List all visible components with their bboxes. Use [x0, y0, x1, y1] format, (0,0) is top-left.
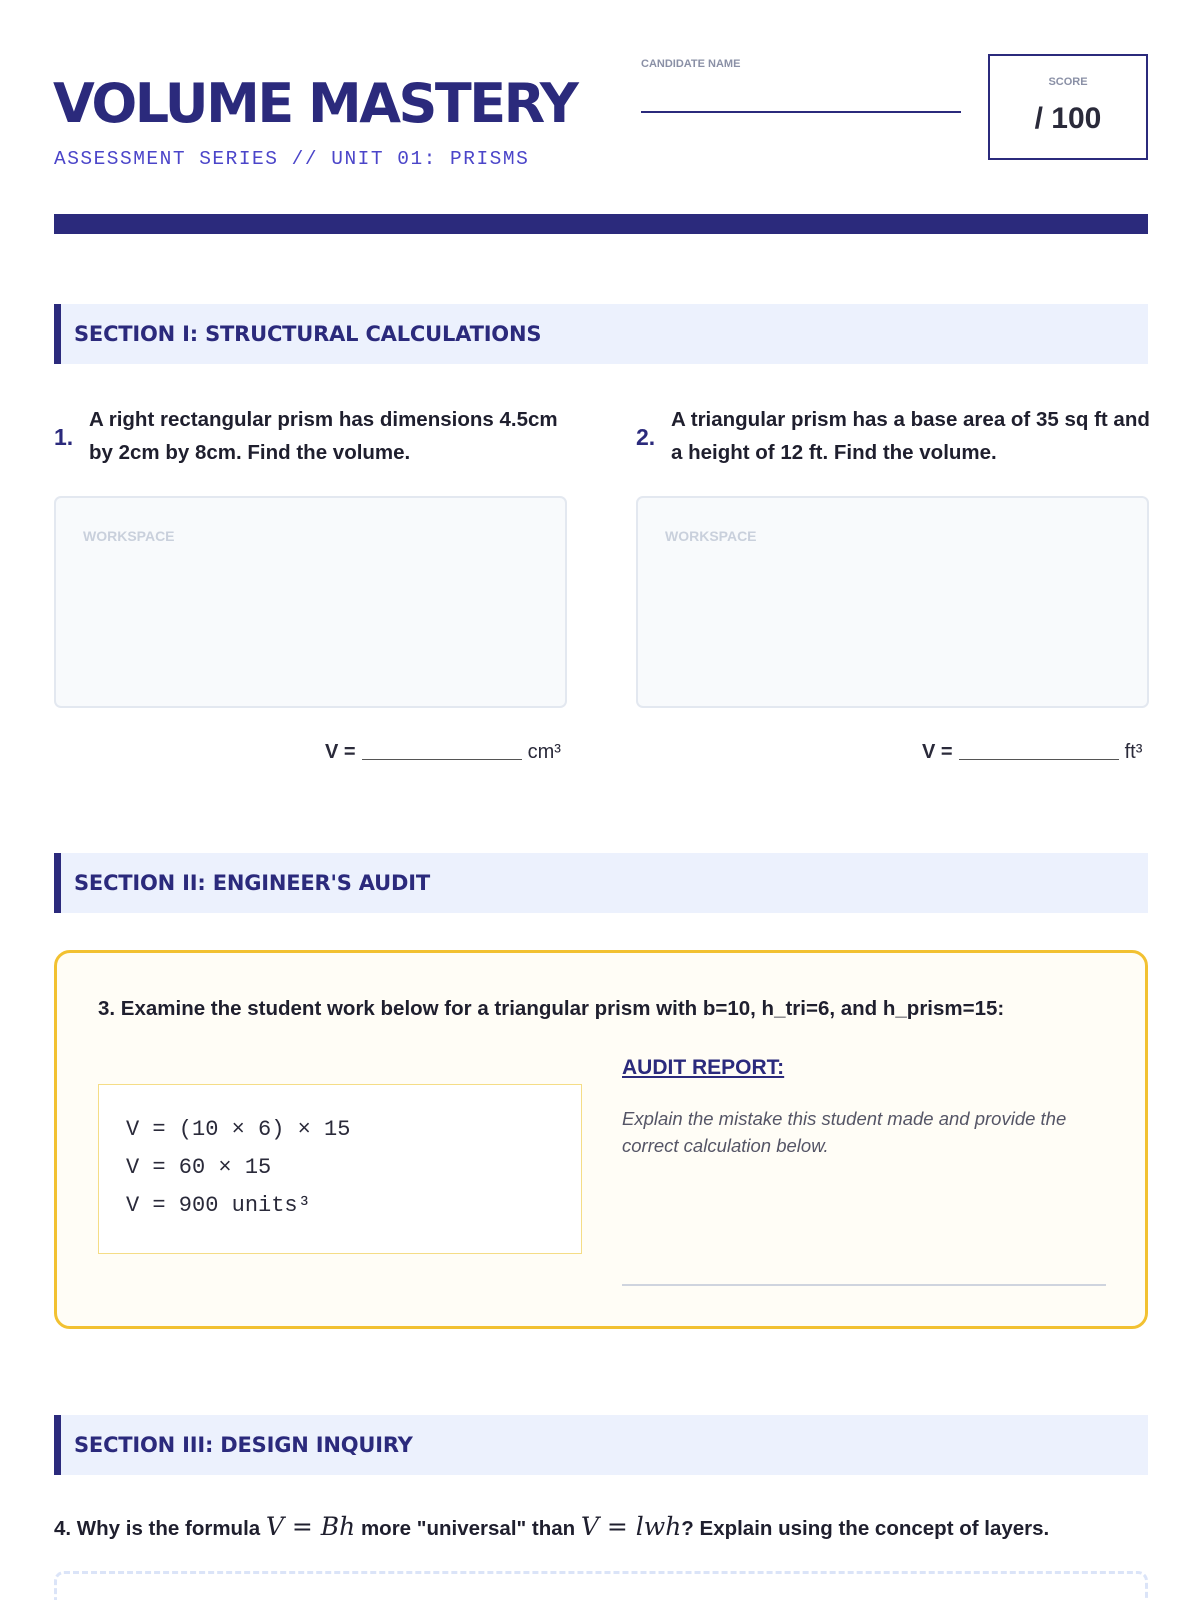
question-4-text [54, 1512, 1049, 1541]
answer-unit: cm³ [527, 741, 561, 763]
student-work-line: V = 60 × 15 [126, 1155, 272, 1180]
score-value: / 100 [1034, 102, 1102, 135]
question-1-workspace[interactable] [54, 496, 567, 708]
audit-report-title: AUDIT REPORT: [622, 1056, 785, 1079]
question-1-number: 1. [54, 424, 74, 450]
page-subtitle: ASSESSMENT SERIES // UNIT 01: PRISMS [54, 148, 530, 170]
formula-bh: V = Bh [265, 1512, 356, 1541]
question-4-middle: more "universal" than [360, 1517, 576, 1540]
section-title-3: SECTION III: DESIGN INQUIRY [74, 1433, 413, 1457]
section-header-1 [54, 304, 1148, 364]
score-box [988, 54, 1148, 160]
header-divider-bar [54, 214, 1148, 234]
question-2-text: A triangular prism has a base area of 35 sq ft and a height of 12 ft. Find the volume. [671, 408, 1150, 464]
student-work-line: V = 900 units³ [126, 1193, 311, 1218]
score-label: SCORE [1048, 76, 1088, 88]
question-1-text: A right rectangular prism has dimensions 4.5cm by 2cm by 8cm. Find the volume. [89, 408, 558, 464]
workspace-label: WORKSPACE [665, 528, 757, 544]
question-2-answer [922, 741, 1142, 764]
candidate-name-label: CANDIDATE NAME [641, 58, 741, 70]
page-title: VOLUME MASTERY [53, 72, 577, 135]
question-1-answer-field[interactable] [362, 759, 522, 760]
section-header-2 [54, 853, 1148, 913]
student-work-line: V = (10 × 6) × 15 [126, 1117, 351, 1142]
section-title-1: SECTION I: STRUCTURAL CALCULATIONS [74, 322, 542, 346]
audit-report-answer-field[interactable] [622, 1284, 1106, 1286]
workspace-label: WORKSPACE [83, 528, 175, 544]
section-header-3 [54, 1415, 1148, 1475]
question-4-answer-area[interactable] [54, 1571, 1148, 1600]
question-4-suffix: ? Explain using the concept of layers. [681, 1517, 1050, 1540]
question-3-text: 3. Examine the student work below for a triangular prism with b=10, h_tri=6, and h_prism=15: [98, 997, 1005, 1020]
question-2-answer-field[interactable] [959, 759, 1119, 760]
answer-label: V = [922, 741, 953, 763]
question-1-answer [325, 741, 561, 764]
candidate-name-field[interactable] [641, 111, 961, 113]
section-title-2: SECTION II: ENGINEER'S AUDIT [74, 871, 430, 895]
audit-report-instructions: Explain the mistake this student made and provide the correct calculation below. [622, 1108, 1067, 1156]
student-work-box [98, 1084, 582, 1254]
formula-lwh: V = lwh [580, 1512, 682, 1541]
question-2-workspace[interactable] [636, 496, 1149, 708]
answer-label: V = [325, 741, 356, 763]
question-2-number: 2. [636, 424, 656, 450]
question-4-prefix: 4. Why is the formula [54, 1517, 261, 1540]
answer-unit: ft³ [1124, 741, 1143, 763]
